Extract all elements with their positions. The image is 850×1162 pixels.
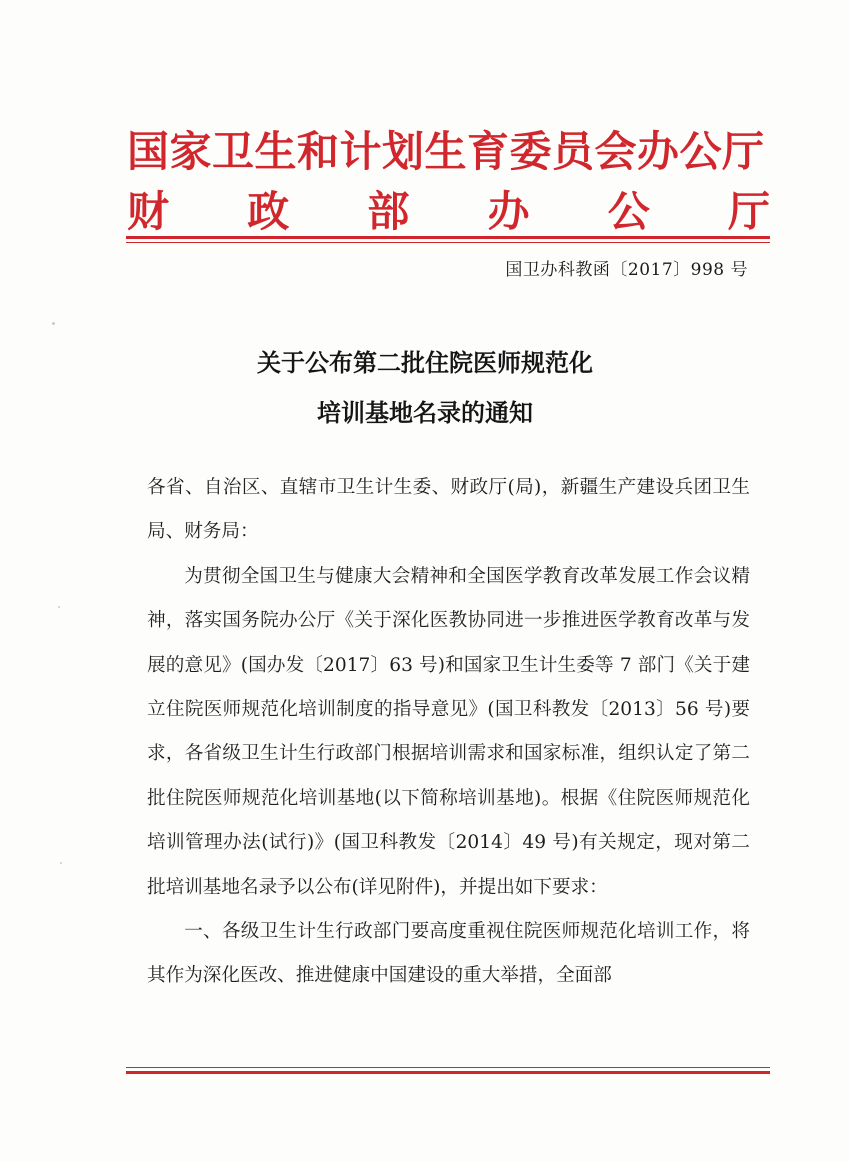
- org-char: 政: [247, 187, 290, 236]
- document-title-line-2: 培训基地名录的通知: [317, 399, 533, 427]
- issuing-org-line-2: [127, 184, 770, 240]
- org-char: 部: [367, 187, 410, 236]
- document-body: [147, 466, 750, 999]
- body-paragraph: 一、各级卫生计生行政部门要高度重视住院医师规范化培训工作，将其作为深化医改、推进健康中国建设的重大举措，全面部: [147, 921, 750, 987]
- document-number: 国卫办科教函〔2017〕998 号: [505, 260, 748, 280]
- footer-divider-thin: [126, 1067, 770, 1068]
- document-title-line-1: 关于公布第二批住院医师规范化: [257, 349, 593, 377]
- header-divider-thick: [126, 236, 770, 239]
- header-divider-thin: [126, 242, 770, 243]
- addressee: 各省、自治区、直辖市卫生计生委、财政厅(局)，新疆生产建设兵团卫生局、财务局：: [147, 477, 750, 543]
- org-char: 厅: [727, 187, 770, 236]
- issuing-org-line-1: 国家卫生和计划生育委员会办公厅: [127, 127, 765, 176]
- scan-speck: [60, 862, 62, 864]
- org-char: 财: [127, 187, 170, 236]
- org-char: 公: [607, 187, 650, 236]
- footer-divider-thick: [126, 1071, 770, 1074]
- org-char: 办: [487, 187, 530, 236]
- scan-speck: [52, 322, 55, 325]
- body-paragraph: 为贯彻全国卫生与健康大会精神和全国医学教育改革发展工作会议精神，落实国务院办公厅《关于深化医教协同进一步推进医学教育改革与发展的意见》(国办发〔2017〕63 号)和国家卫生计生委等 7 部门《关于建立住院医师规范化培训制度的指导意见》(国卫科教发〔2013〕56 号)要求，各省级卫生计生行政部门根据培训需求和国家标准，组织认定了第二批住院医师规范化培训基地(以下简称培训基地)。根据《住院医师规范化培训管理办法(试行)》(国卫科教发〔2014〕49 号)有关规定，现对第二批培训基地名录予以公布(详见附件)，并提出如下要求：: [147, 565, 750, 898]
- scan-speck: [58, 606, 60, 608]
